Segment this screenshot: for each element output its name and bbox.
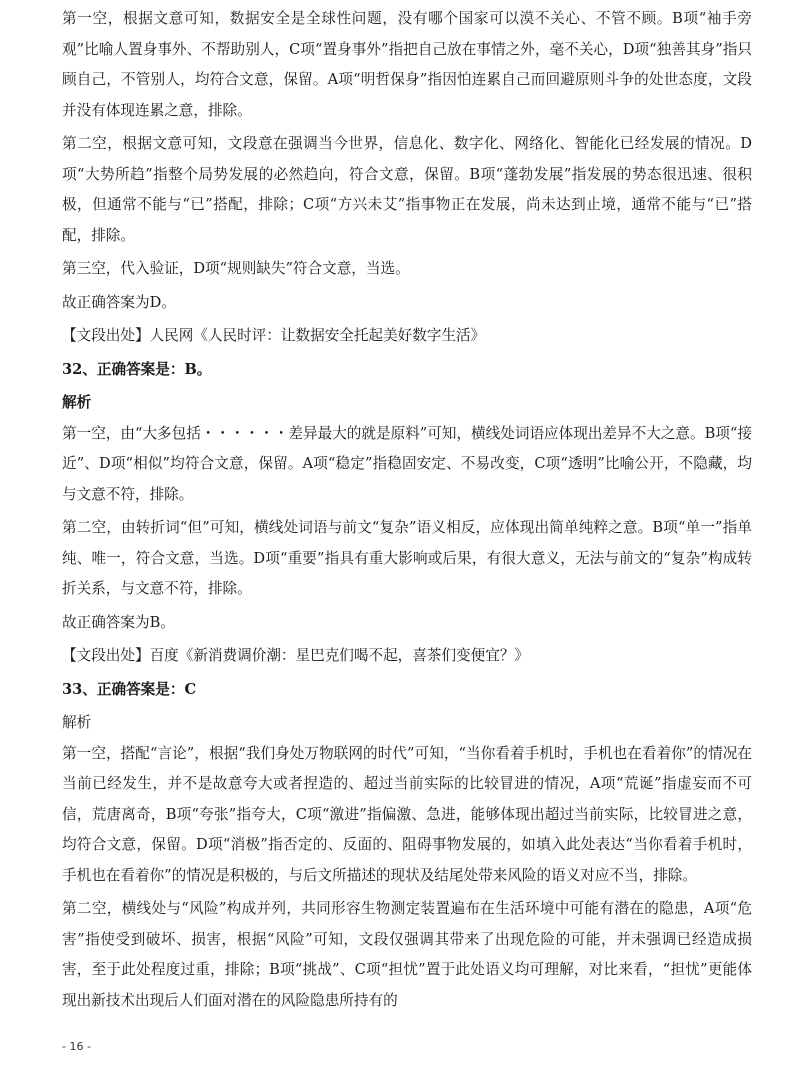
source-line: 【文段出处】百度《新消费调价潮：星巴克们喝不起，喜茶们变便宜？》 (62, 647, 530, 664)
paragraph: 第二空，由转折词“但”可知，横线处词语与前文“复杂”语义相反，应体现出简单纯粹之意。B项“单一”指单纯、唯一，符合文意，当选。D项“重要”指具有重大影响或后果，有很大意义，无法与前文的“复杂”构成转折关系，与文意不符，排除。 (62, 519, 752, 597)
paragraph: 第三空，代入验证，D项“规则缺失”符合文意，当选。 (62, 260, 410, 277)
source-line: 【文段出处】人民网《人民时评：让数据安全托起美好数字生活》 (62, 327, 486, 344)
page-number: - 16 - (62, 1040, 91, 1053)
document-page (62, 0, 752, 1016)
question-32-heading: 32、正确答案是：B。 (62, 360, 212, 378)
paragraph: 第二空，横线处与“风险”构成并列，共同形容生物测定装置遍布在生活环境中可能有潜在的隐患，A项“危害”指使受到破坏、损害，根据“风险”可知，文段仅强调其带来了出现危险的可能，并未强调已经造成损害，至于此处程度过重，排除；B项“挑战”、C项“担忧”置于此处语义均可理解，对比来看，“担忧”更能体现出新技术出现后人们面对潜在的风险隐患所持有的 (62, 900, 752, 1009)
paragraph: 第一空，由“大多包括・・・・・・差异最大的就是原料”可知，横线处词语应体现出差异不大之意。B项“接近”、D项“相似”均符合文意，保留。A项“稳定”指稳固安定、不易改变，C项“透明”比喻公开，不隐藏，均与文意不符，排除。 (62, 424, 752, 503)
paragraph: 第二空，根据文意可知，文段意在强调当今世界，信息化、数字化、网络化、智能化已经发展的情况。D项“大势所趋”指整个局势发展的必然趋向，符合文意，保留。B项“蓬勃发展”指发展的势态很迅速、很积极，但通常不能与“已”搭配，排除；C项“方兴未艾”指事物正在发展，尚未达到止境，通常不能与“已”搭配，排除。 (62, 135, 752, 244)
analysis-label: 解析 (62, 394, 92, 411)
analysis-label: 解析 (62, 714, 92, 731)
answer-line: 故正确答案为D。 (62, 293, 176, 311)
answer-line: 故正确答案为B。 (62, 613, 175, 631)
paragraph: 第一空，根据文意可知，数据安全是全球性问题，没有哪个国家可以漠不关心、不管不顾。B项“袖手旁观”比喻人置身事外、不帮助别人，C项“置身事外”指把自己放在事情之外，毫不关心，D项“独善其身”指只顾自己，不管别人，均符合文意，保留。A项“明哲保身”指因怕连累自己而回避原则斗争的处世态度，文段并没有体现连累之意，排除。 (62, 10, 752, 119)
paragraph: 第一空，搭配“言论”，根据“我们身处万物联网的时代”可知，“当你看着手机时，手机也在看着你”的情况在当前已经发生，并不是故意夸大或者捏造的、超过当前实际的比较冒进的情况，A项“荒诞”指虚妄而不可信，荒唐离奇，B项“夸张”指夸大，C项“激进”指偏激、急进，能够体现出超过当前实际，比较冒进之意，均符合文意，保留。D项“消极”指否定的、反面的、阻碍事物发展的，如填入此处表达“当你看着手机时，手机也在看着你”的情况是积极的，与后文所描述的现状及结尾处带来风险的语义对应不当，排除。 (62, 744, 752, 884)
question-33-heading: 33、正确答案是：C (62, 680, 197, 698)
